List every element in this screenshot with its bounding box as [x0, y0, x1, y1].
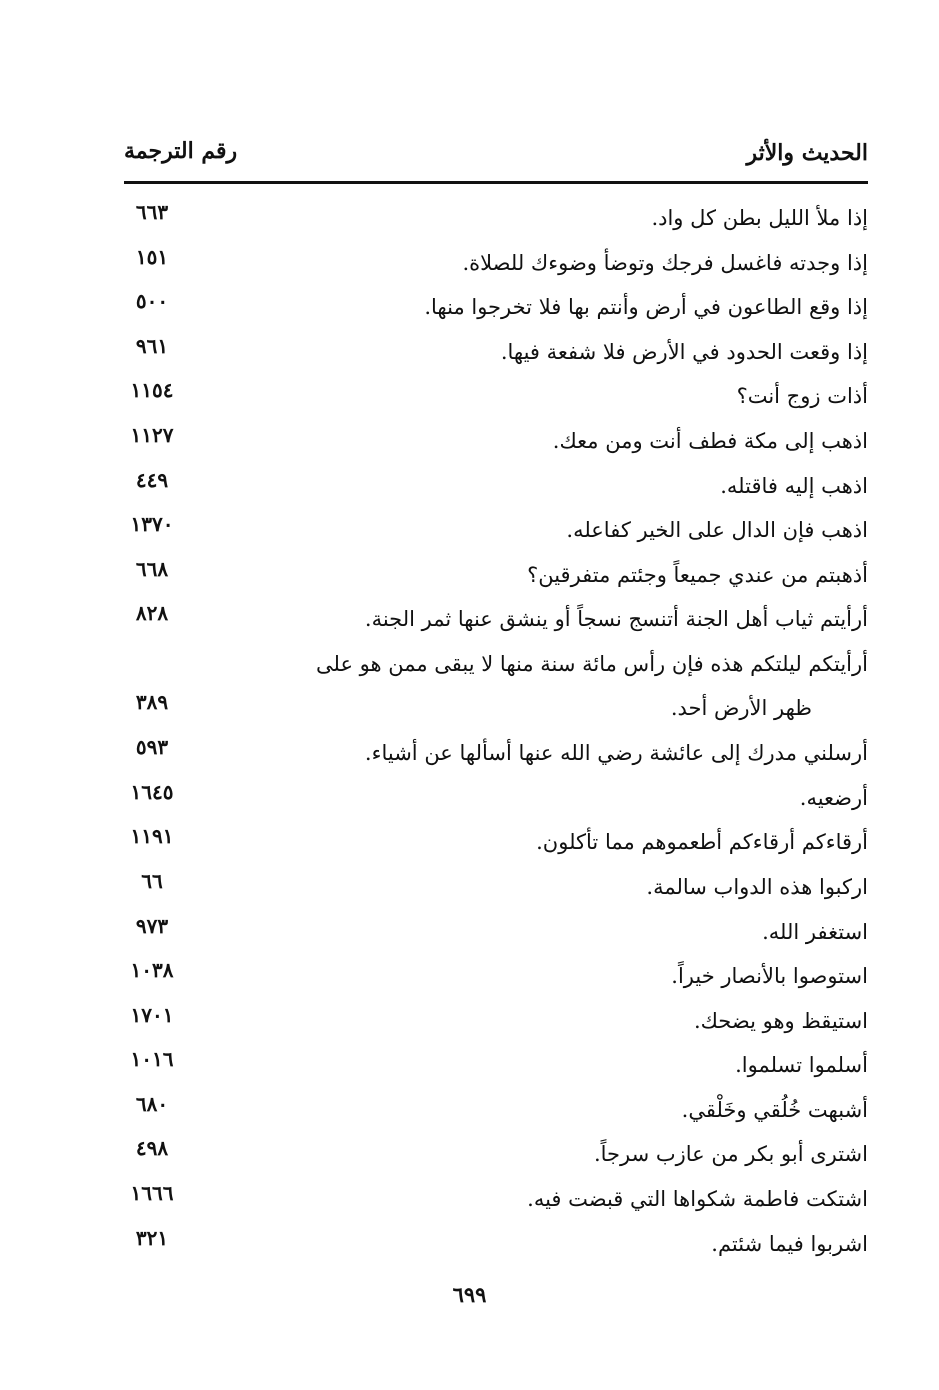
list-item	[124, 243, 868, 288]
list-item	[124, 466, 868, 511]
entry-text: إذا ملأ الليل بطن كل واد.	[651, 206, 868, 230]
entry-number: ٩٦١	[135, 333, 169, 358]
entry-text-line1: أرأيتكم ليلتكم هذه فإن رأس مائة سنة منها لا يبقى ممن هو على	[315, 651, 868, 676]
entry-text: استيقظ وهو يضحك.	[693, 1008, 868, 1033]
running-header	[124, 138, 868, 178]
entry-text: أرأيتم ثياب أهل الجنة أتنسج نسجاً أو ينشق عنها ثمر الجنة.	[364, 607, 868, 632]
entry-text-line2: ظهر الأرض أحد.	[670, 695, 812, 720]
hadith-index-list	[124, 198, 868, 1268]
header-column-label: رقم الترجمة	[124, 138, 238, 164]
entry-number: ٤٤٩	[135, 467, 169, 492]
entry-number: ١٦٦٦	[130, 1181, 174, 1206]
entry-number: ١٣٧٠	[130, 512, 174, 537]
entry-number: ٤٩٨	[135, 1136, 169, 1161]
entry-text: اذهب إليه فاقتله.	[720, 473, 868, 498]
entry-text: اركبوا هذه الدواب سالمة.	[646, 874, 868, 899]
entry-number: ٥٠٠	[135, 289, 169, 314]
entry-text: إذا وقعت الحدود في الأرض فلا شفعة فيها.	[500, 339, 868, 364]
entry-number: ٥٩٣	[135, 735, 169, 760]
list-item	[124, 1045, 868, 1090]
entry-text: اشربوا فيما شئتم.	[711, 1231, 868, 1256]
entry-number: ١٠٣٨	[130, 958, 174, 983]
list-item	[124, 198, 868, 243]
entry-text: أرقاءكم أرقاءكم أطعموهم مما تأكلون.	[536, 830, 868, 855]
entry-text: اذهب إلى مكة فطف أنت ومن معك.	[552, 428, 868, 453]
entry-text: أسلموا تسلموا.	[735, 1053, 868, 1078]
entry-text: إذا وجدته فاغسل فرجك وتوضأ وضوءك للصلاة.	[462, 250, 868, 275]
list-item	[124, 733, 868, 778]
entry-number: ١٧٠١	[130, 1002, 174, 1027]
list-item	[124, 599, 868, 644]
entry-number: ٦٦	[141, 868, 163, 893]
entry-text: استوصوا بالأنصار خيراً.	[671, 964, 868, 989]
list-item	[124, 867, 868, 912]
entry-number: ١٥١	[135, 244, 169, 269]
list-item	[124, 332, 868, 377]
entry-number: ١١٢٧	[130, 422, 174, 447]
entry-number: ٦٨٠	[135, 1091, 169, 1116]
entry-number: ٨٢٨	[135, 601, 169, 626]
list-item	[124, 912, 868, 957]
entry-text: استغفر الله.	[762, 919, 868, 944]
entry-number: ٣٨٩	[135, 689, 169, 714]
list-item	[124, 1001, 868, 1046]
entry-number: ٦٦٣	[135, 200, 169, 224]
entry-text-wrapped	[240, 642, 868, 730]
entry-number: ١١٩١	[130, 824, 174, 849]
entry-number: ١٦٤٥	[130, 779, 174, 804]
entry-number: ٣٢١	[135, 1225, 169, 1250]
entry-text: أشبهت خُلُقي وخَلْقي.	[681, 1097, 868, 1122]
entry-text: أذات زوج أنت؟	[736, 384, 868, 409]
entry-number: ٦٦٨	[135, 556, 169, 581]
list-item	[124, 822, 868, 867]
entry-text: اشترى أبو بكر من عازب سرجاً.	[593, 1142, 868, 1167]
entry-text: إذا وقع الطاعون في أرض وأنتم بها فلا تخرجوا منها.	[424, 295, 868, 320]
list-item	[124, 287, 868, 332]
list-item	[124, 1090, 868, 1135]
list-item	[124, 956, 868, 1001]
list-item	[124, 510, 868, 555]
header-rule	[124, 181, 868, 184]
entry-text: أذهبتم من عندي جميعاً وجئتم متفرقين؟	[527, 562, 868, 587]
list-item	[124, 376, 868, 421]
list-item	[124, 555, 868, 600]
list-item	[124, 644, 868, 733]
list-item	[124, 778, 868, 823]
entry-text: أرضعيه.	[799, 785, 868, 810]
page-number: ٦٩٩	[452, 1282, 487, 1307]
list-item	[124, 1224, 868, 1269]
list-item	[124, 1179, 868, 1224]
entry-number: ١١٥٤	[130, 378, 174, 403]
entry-text: أرسلني مدرك إلى عائشة رضي الله عنها أسألها عن أشياء.	[364, 741, 868, 766]
header-title: الحديث والأثر	[746, 140, 868, 166]
entry-text: اذهب فإن الدال على الخير كفاعله.	[566, 518, 868, 543]
entry-text: اشتكت فاطمة شكواها التي قبضت فيه.	[527, 1187, 868, 1212]
entry-number: ٩٧٣	[135, 913, 169, 938]
list-item	[124, 1134, 868, 1179]
entry-number: ١٠١٦	[130, 1047, 174, 1072]
list-item	[124, 421, 868, 466]
